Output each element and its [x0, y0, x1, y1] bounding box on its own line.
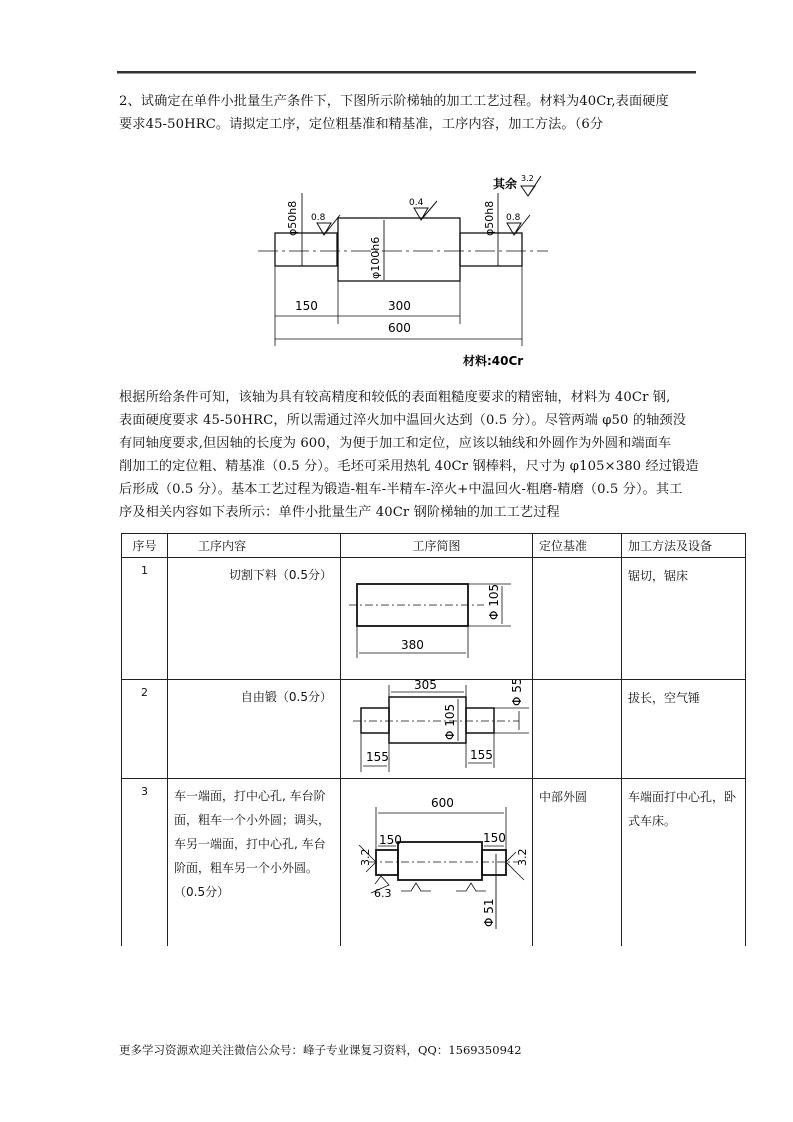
header-datum: 定位基准	[533, 534, 622, 558]
right-journal	[460, 233, 522, 266]
len-middle-label: 300	[388, 299, 411, 313]
row-content: 切割下料（0.5分）	[168, 558, 341, 680]
header-rule	[117, 71, 696, 74]
table-row	[122, 558, 746, 680]
row-datum: 中部外圆	[533, 779, 622, 947]
sketch-left-length: 150	[379, 833, 402, 847]
sketch-end-dia: Φ 51	[482, 898, 496, 927]
sketch-roughness-left: 3.2	[359, 848, 372, 866]
roughness-other-value: 3.2	[521, 174, 534, 183]
sketch-cut-blank	[341, 558, 532, 676]
question-line: 2、试确定在单件小批量生产条件下，下图所示阶梯轴的加工工艺过程。材料为40Cr,表面硬度	[119, 94, 669, 109]
material-label: 材料:40Cr	[463, 354, 524, 368]
dia-left-label: φ50h8	[286, 200, 299, 236]
header-no: 序号	[122, 534, 168, 558]
row-no: 2	[122, 680, 168, 779]
answer-line: 表面硬度要求 45-50HRC，所以需通过淬火加中温回火达到（0.5 分）。尽管两端 φ50 的轴颈没	[119, 413, 686, 428]
row-datum	[533, 680, 622, 779]
roughness-other-label: 其余	[493, 177, 518, 191]
sketch-forging	[341, 680, 532, 775]
sketch-left-length: 155	[366, 750, 389, 764]
sketch-right-length: 155	[470, 748, 493, 762]
sketch-middle-length: 305	[414, 680, 437, 692]
row-sketch	[341, 779, 533, 947]
footer-note: 更多学习资源欢迎关注微信公众号：峰子专业课复习资料，QQ：1569350942	[119, 1043, 522, 1057]
sketch-roughness-right: 3.2	[516, 848, 529, 866]
answer-line: 后形成（0.5 分）。基本工艺过程为锻造-粗车-半精车-淬火+中温回火-粗磨-精磨（0.5 分）。其工	[119, 482, 683, 497]
row-sketch	[341, 558, 533, 680]
answer-line: 序及相关内容如下表所示：单件小批量生产 40Cr 钢阶梯轴的加工工艺过程	[119, 505, 560, 520]
sketch-turning	[341, 779, 532, 943]
header-sketch: 工序简图	[341, 534, 533, 558]
middle-section	[338, 218, 460, 281]
sketch-total-length: 600	[431, 796, 454, 810]
table-row	[122, 779, 746, 947]
len-left-label: 150	[295, 299, 318, 313]
roughness-middle-value: 0.4	[409, 198, 424, 208]
question-text	[119, 90, 697, 136]
sketch-middle-dia: Φ 105	[443, 703, 457, 740]
dia-middle-label: φ100h6	[369, 236, 382, 279]
sketch-length-label: 380	[401, 638, 424, 652]
shaft-drawing	[248, 168, 558, 373]
dia-right-label: φ50h8	[483, 200, 496, 236]
header-method: 加工方法及设备	[622, 534, 746, 558]
row-datum	[533, 558, 622, 680]
roughness-left-value: 0.8	[311, 213, 326, 223]
row-content: 车一端面，打中心孔, 车台阶面，粗车一个小外圆；调头，车另一端面，打中心孔, 车台阶面，粗车另一个小外圆。（0.5分）	[168, 779, 341, 947]
table-header-row	[122, 534, 746, 558]
row-content: 自由锻（0.5分）	[168, 680, 341, 779]
left-journal	[275, 233, 337, 266]
answer-line: 有同轴度要求,但因轴的长度为 600，为便于加工和定位，应该以轴线和外圆作为外圆和端面车	[119, 436, 672, 451]
len-total-label: 600	[388, 321, 411, 335]
header-content: 工序内容	[168, 534, 341, 558]
table-row	[122, 680, 746, 779]
answer-line: 根据所给条件可知，该轴为具有较高精度和较低的表面粗糙度要求的精密轴，材料为 40Cr 钢,	[119, 390, 671, 405]
answer-line: 削加工的定位粗、精基准（0.5 分）。毛坯可采用热轧 40Cr 钢棒料，尺寸为 φ105×380 经过锻造	[119, 459, 699, 474]
sketch-roughness-bottom: 6.3	[374, 887, 392, 900]
sketch-dia-label: Φ 105	[487, 583, 501, 620]
row-method: 拔长，空气锤	[622, 680, 746, 779]
roughness-right-value: 0.8	[506, 213, 521, 223]
row-method: 车端面打中心孔，卧式车床。	[622, 779, 746, 947]
process-table	[121, 533, 746, 946]
row-sketch	[341, 680, 533, 779]
answer-text	[119, 386, 697, 524]
question-line: 要求45-50HRC。请拟定工序，定位粗基准和精基准，工序内容，加工方法。（6分	[119, 117, 604, 132]
sketch-end-dia: Φ 55	[510, 680, 524, 706]
row-method: 锯切，锯床	[622, 558, 746, 680]
row-no: 3	[122, 779, 168, 947]
row-no: 1	[122, 558, 168, 680]
sketch-right-length: 150	[483, 831, 506, 845]
